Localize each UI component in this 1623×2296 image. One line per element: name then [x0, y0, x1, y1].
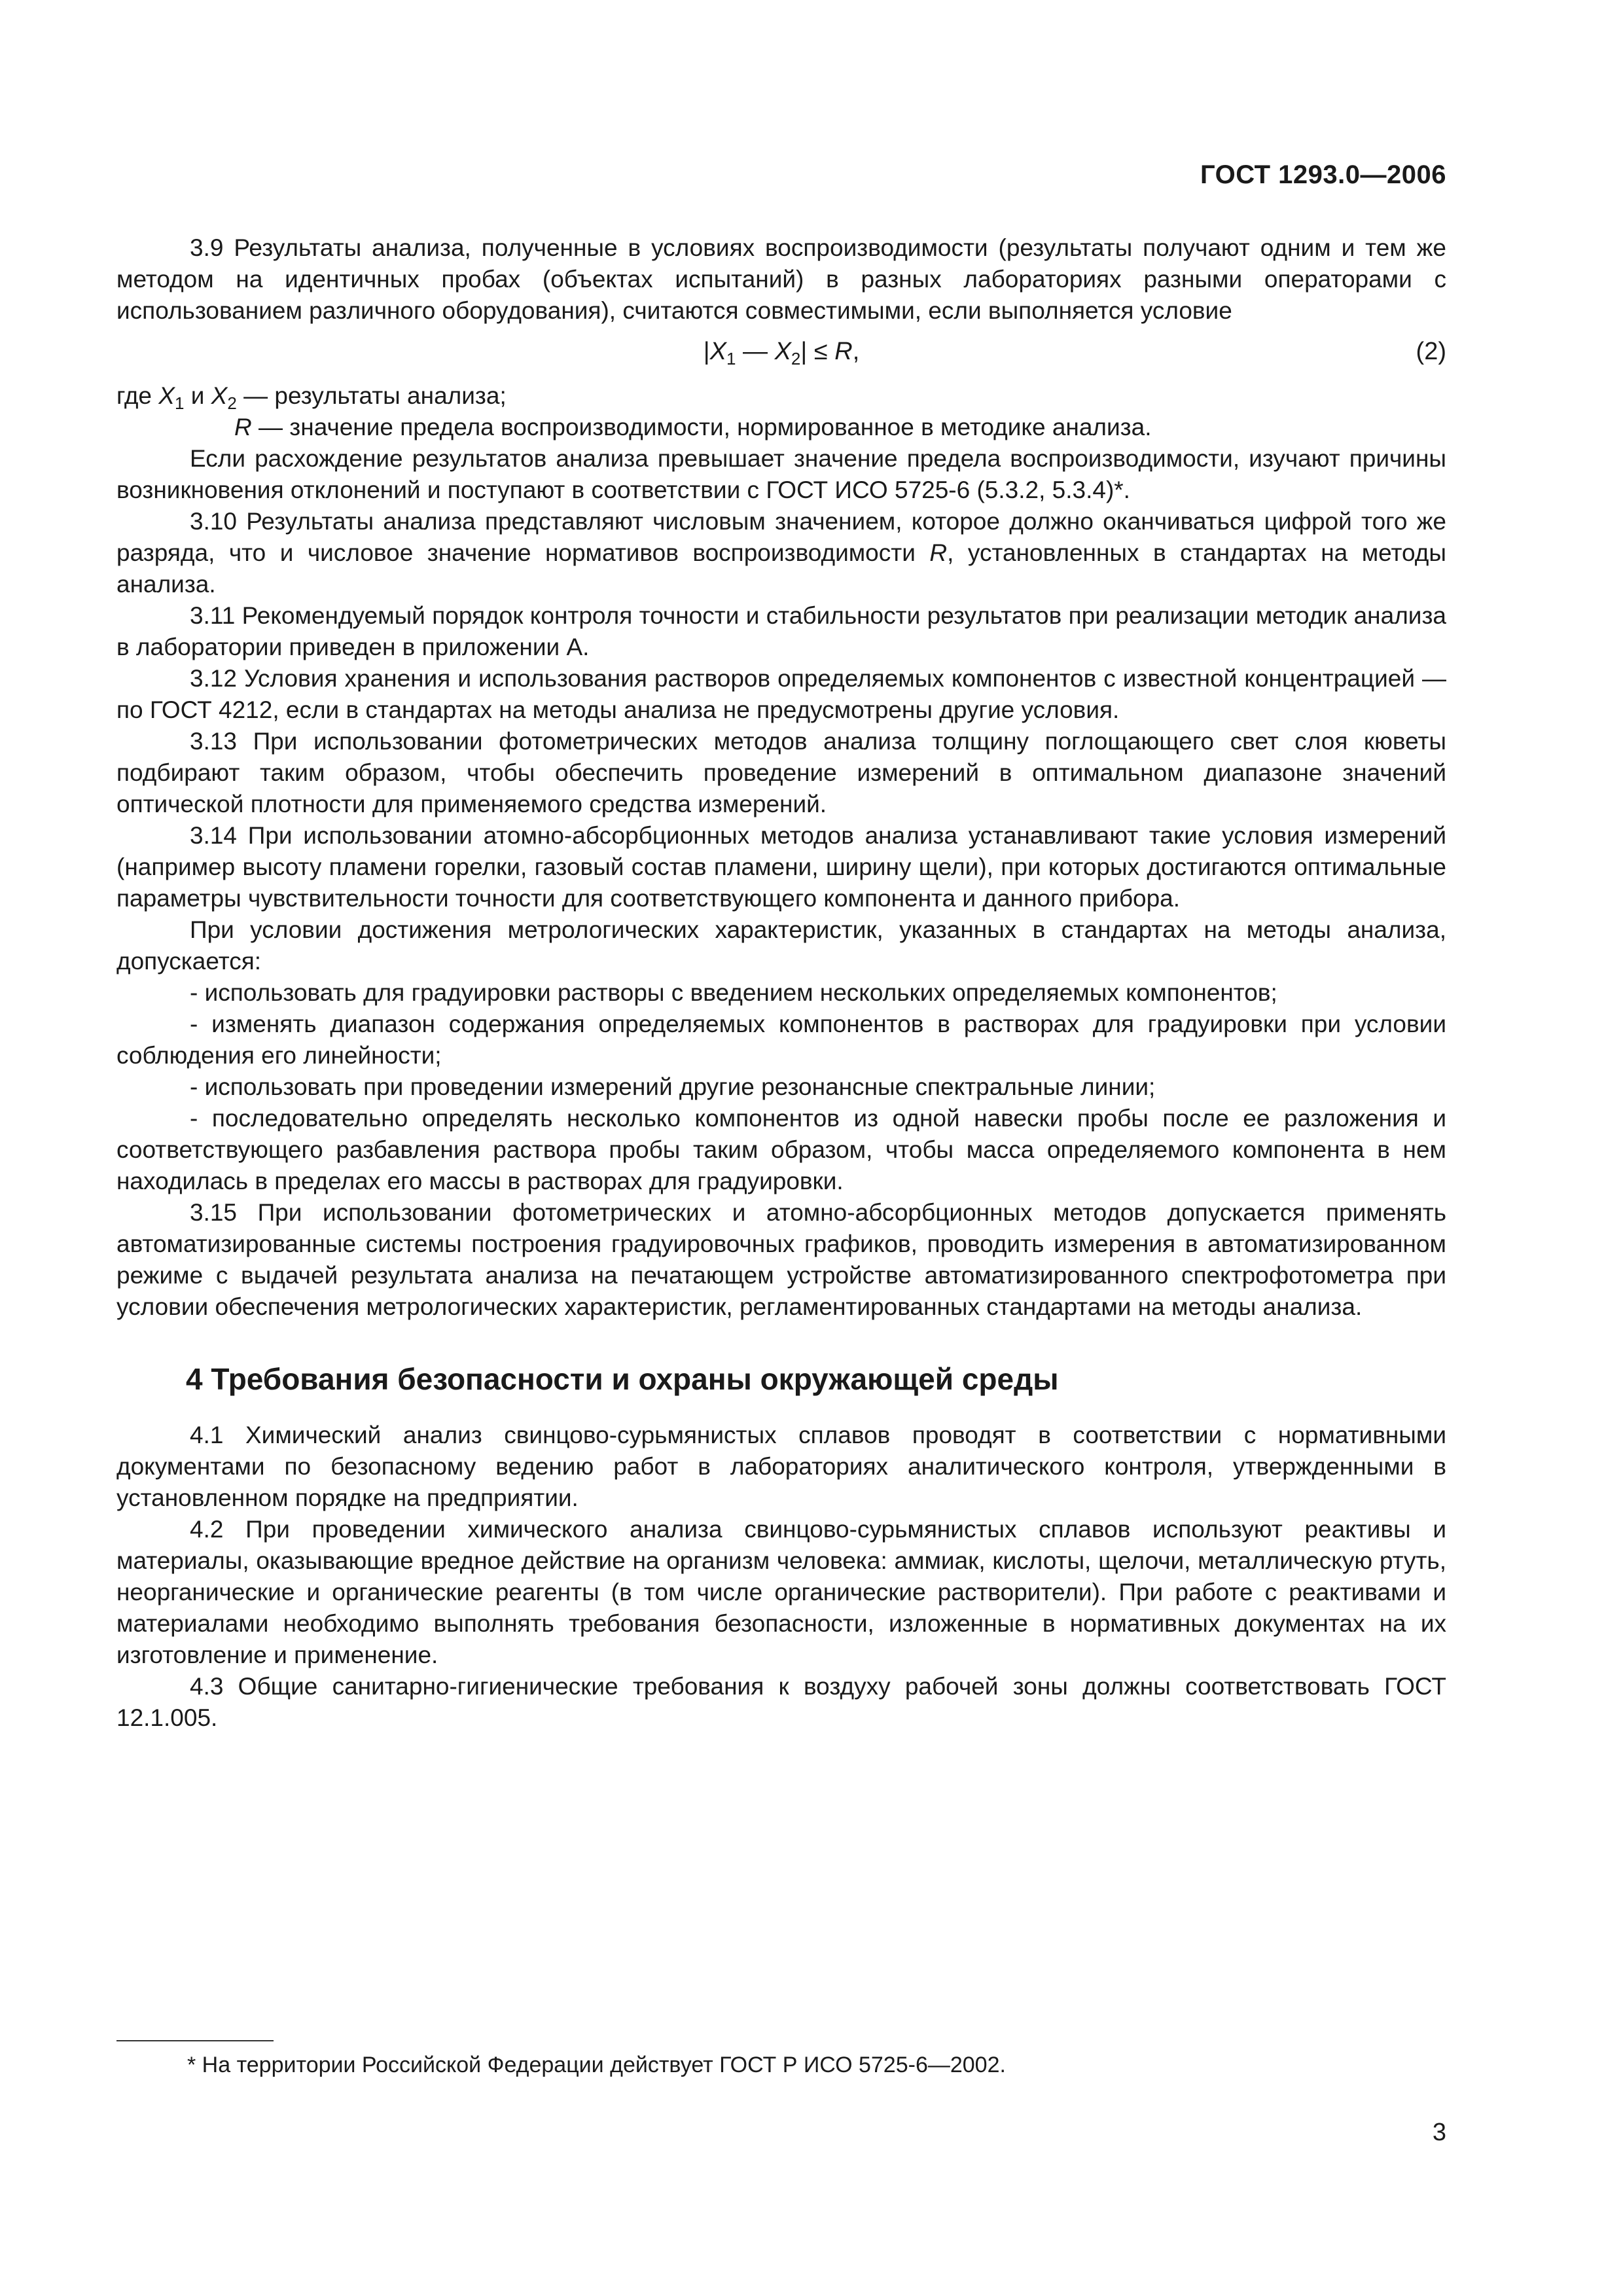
paragraph-exceed: Если расхождение результатов анализа превышает значение предела воспроизводимости, изучают причины возникновения отклонений и поступают в соответствии с ГОСТ ИСО 5725-6 (5.3.2, 5.3.4)*. [116, 445, 1446, 503]
footnote-divider [116, 2040, 274, 2041]
where-x-description: — результаты анализа; [236, 382, 507, 409]
paragraph-3-13: 3.13 При использовании фотометрических методов анализа толщину поглощающего свет слоя кюветы подбирают таким образом, чтобы обеспечить проведение измерений в оптимальном диапазоне значений оптической плотности для применяемого средства измерений. [116, 728, 1446, 817]
paragraph-3-11: 3.11 Рекомендуемый порядок контроля точности и стабильности результатов при реализации методик анализа в лаборатории приведен в приложении А. [116, 602, 1446, 660]
formula-comma: , [852, 338, 860, 365]
paragraph-3-15: 3.15 При использовании фотометрических и атомно-абсорбционных методов допускается применять автоматизированные системы построения градуировочных графиков, проводить измерения в автоматизированном режиме с выдачей результата анализа на печатающем устройстве автоматизированного спектрофотометра при условии обеспечения метрологических характеристик, регламентированных стандартами на методы анализа. [116, 1199, 1446, 1320]
formula-r: R [834, 338, 853, 365]
formula-dash: — [736, 338, 775, 365]
list-item: - использовать для градуировки растворы с введением нескольких определяемых компонентов; [190, 979, 1277, 1006]
paragraph-3-12: 3.12 Условия хранения и использования растворов определяемых компонентов с известной концентрацией — по ГОСТ 4212, если в стандартах на методы анализа не предусмотрены другие условия. [116, 665, 1446, 723]
paragraph-4-2: 4.2 При проведении химического анализа свинцово-сурьмянистых сплавов используют реактивы и материалы, оказывающие вредное действие на организм человека: аммиак, кислоты, щелочи, металлическую ртуть, неорганические и органические реагенты (в том числе органические растворители). При работе с реактивами и материалами необходимо выполнять требования безопасности, изложенные в нормативных документах на их изготовление и применение. [116, 1516, 1446, 1668]
formula-x2-sub: 2 [791, 349, 801, 368]
formula-x1: X [709, 338, 726, 365]
formula-expression [116, 336, 1446, 367]
footnote: * На территории Российской Федерации действует ГОСТ Р ИСО 5725-6—2002. [187, 2053, 1006, 2077]
paragraph-3-14: 3.14 При использовании атомно-абсорбционных методов анализа устанавливают такие условия измерений (например высоту пламени горелки, газовый состав пламени, ширину щели), при которых достигаются оптимальные параметры чувствительности точности для соответствующего компонента и данного прибора. [116, 822, 1446, 912]
where-clause-x [116, 380, 1446, 412]
where-x1-sub: 1 [174, 393, 185, 413]
list-item: - использовать при проведении измерений другие резонансные спектральные линии; [190, 1073, 1156, 1100]
paragraph-4-1: 4.1 Химический анализ свинцово-сурьмянистых сплавов проводят в соответствии с нормативными документами по безопасному ведению работ в лабораториях аналитического контроля, утвержденными в установленном порядке на предприятии. [116, 1422, 1446, 1511]
document-body [116, 232, 1446, 1734]
paragraph-3-10-text: 3.10 Результаты анализа представляют числовым значением, которое должно оканчиваться цифрой того же разряда, что и числовое значение нормативов воспроизводимости [116, 508, 1446, 566]
formula-leq: | ≤ [800, 338, 835, 365]
list-item: - последовательно определять несколько компонентов из одной навески пробы после ее разложения и соответствующего разбавления раствора пробы таким образом, чтобы масса определяемого компонента в нем находилась в пределах его массы в растворах для градуировки. [116, 1105, 1446, 1194]
paragraph-metrology: При условии достижения метрологических характеристик, указанных в стандартах на методы анализа, допускается: [116, 916, 1446, 975]
where-r-description: — значение предела воспроизводимости, нормированное в методике анализа. [251, 414, 1152, 440]
where-and: и [184, 382, 211, 409]
page-number: 3 [1432, 2119, 1446, 2146]
where-x2: X [211, 382, 228, 409]
where-x1: X [158, 382, 175, 409]
formula-2 [116, 329, 1446, 376]
list-item: - изменять диапазон содержания определяемых компонентов в растворах для градуировки при условии соблюдения его линейности; [116, 1011, 1446, 1069]
formula-number: (2) [1416, 338, 1446, 365]
where-x2-sub: 2 [227, 393, 237, 413]
formula-x1-sub: 1 [726, 349, 736, 368]
paragraph-3-9: 3.9 Результаты анализа, полученные в условиях воспроизводимости (результаты получают одним и тем же методом на идентичных пробах (объектах испытаний) в разных лабораториях разными операторами с использованием различного оборудования), считаются совместимыми, если выполняется условие [116, 234, 1446, 324]
paragraph-3-10 [116, 506, 1446, 600]
paragraph-4-3: 4.3 Общие санитарно-гигиенические требования к воздуху рабочей зоны должны соответствовать ГОСТ 12.1.005. [116, 1673, 1446, 1731]
where-r: R [234, 414, 252, 440]
formula-x2: X [774, 338, 791, 365]
formula-bar: | [703, 338, 710, 365]
where-clause-r [116, 412, 1446, 443]
document-header: ГОСТ 1293.0—2006 [1200, 160, 1446, 189]
where-prefix: где [116, 382, 159, 409]
section-4-heading: 4 Требования безопасности и охраны окружающей среды [186, 1362, 1059, 1396]
paragraph-3-10-tail: , установленных в стандартах на методы анализа. [116, 539, 1446, 598]
paragraph-3-10-r: R [929, 539, 948, 566]
